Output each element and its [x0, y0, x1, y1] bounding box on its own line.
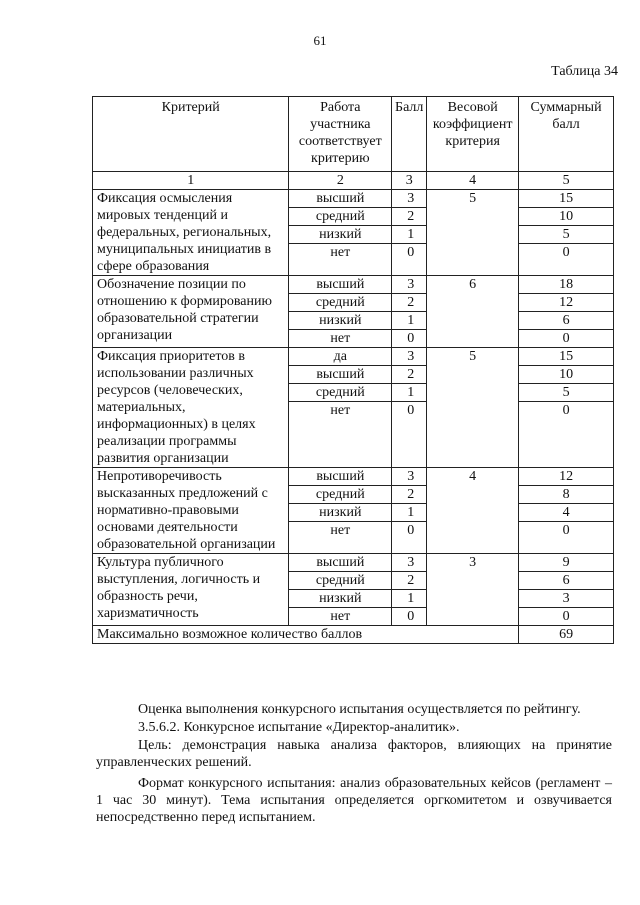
- score-value: 1: [392, 504, 426, 522]
- score-value: 2: [392, 294, 426, 312]
- header-criterion: Критерий: [93, 97, 289, 172]
- level-value: средний: [289, 208, 391, 226]
- column-number: 3: [392, 172, 427, 190]
- column-number: 2: [289, 172, 392, 190]
- level-value: нет: [330, 331, 351, 346]
- level-value: низкий: [289, 226, 391, 244]
- total-value: 0: [562, 609, 570, 624]
- level-value: нет: [330, 523, 351, 538]
- score-value: 1: [392, 226, 426, 244]
- total-value: 8: [519, 486, 613, 504]
- level-cell: [289, 190, 392, 276]
- level-cell: [289, 554, 392, 626]
- criterion-name: Фиксация приоритетов в использовании различных ресурсов (человеческих, материальных, информационных) в целях реализации программы развития организации: [93, 348, 289, 468]
- level-value: высший: [289, 366, 391, 384]
- total-value: 4: [519, 504, 613, 522]
- section-heading: 3.5.6.2. Конкурсное испытание «Директор-аналитик».: [138, 720, 460, 735]
- total-value: 10: [519, 208, 613, 226]
- score-value: 0: [407, 523, 415, 538]
- level-value: нет: [330, 245, 351, 260]
- max-score-row: [93, 626, 614, 644]
- total-value: 18: [519, 276, 613, 294]
- score-value: 2: [392, 366, 426, 384]
- level-value: нет: [330, 403, 351, 418]
- table-row: [93, 468, 614, 554]
- total-cell: [519, 276, 614, 348]
- criterion-name: Фиксация осмысления мировых тенденций и федеральных, региональных, муниципальных инициатив в сфере образования: [93, 190, 289, 276]
- score-value: 3: [392, 554, 426, 572]
- score-value: 1: [392, 312, 426, 330]
- score-value: 0: [407, 609, 415, 624]
- table-row: [93, 554, 614, 626]
- score-value: 1: [392, 590, 426, 608]
- paragraph-format: Формат конкурсного испытания: анализ образовательных кейсов (регламент – 1 час 30 минут). Тема испытания определяется оргкомитетом и озвучивается непосредственно перед испытанием.: [96, 776, 612, 825]
- level-cell: [289, 468, 392, 554]
- score-value: 3: [392, 348, 426, 366]
- level-value: низкий: [289, 590, 391, 608]
- table-row: [93, 348, 614, 468]
- score-cell: [392, 348, 427, 468]
- column-number: 1: [93, 172, 289, 190]
- score-cell: [392, 554, 427, 626]
- column-number: 4: [427, 172, 519, 190]
- criterion-name: Культура публичного выступления, логичность и образность речи, харизматичность: [93, 554, 289, 626]
- level-value: средний: [289, 572, 391, 590]
- total-value: 0: [562, 403, 570, 418]
- level-cell: [289, 348, 392, 468]
- column-number-row: [93, 172, 614, 190]
- score-value: 2: [392, 208, 426, 226]
- score-value: 2: [392, 572, 426, 590]
- score-cell: [392, 276, 427, 348]
- level-value: средний: [289, 384, 391, 402]
- header-weight: Весовой коэффициент критерия: [427, 97, 519, 172]
- level-value: низкий: [289, 312, 391, 330]
- total-value: 0: [562, 331, 570, 346]
- total-value: 6: [519, 572, 613, 590]
- total-cell: [519, 468, 614, 554]
- level-value: средний: [289, 294, 391, 312]
- weight-value: 5: [427, 348, 519, 468]
- total-value: 6: [519, 312, 613, 330]
- level-value: высший: [289, 276, 391, 294]
- total-value: 9: [519, 554, 613, 572]
- total-value: 15: [519, 348, 613, 366]
- total-cell: [519, 554, 614, 626]
- score-value: 0: [407, 245, 415, 260]
- header-work: Работа участника соответствует критерию: [289, 97, 392, 172]
- score-cell: [392, 468, 427, 554]
- criterion-name: Непротиворечивость высказанных предложений с нормативно-правовыми основами деятельности образовательной организации: [93, 468, 289, 554]
- criteria-table: [92, 96, 614, 644]
- table-caption: Таблица 34: [551, 64, 618, 79]
- weight-value: 5: [427, 190, 519, 276]
- level-value: нет: [330, 609, 351, 624]
- score-value: 3: [392, 190, 426, 208]
- level-cell: [289, 276, 392, 348]
- score-value: 0: [407, 331, 415, 346]
- score-value: 3: [392, 468, 426, 486]
- score-value: 0: [407, 403, 415, 418]
- column-number: 5: [519, 172, 614, 190]
- total-value: 0: [562, 245, 570, 260]
- header-score: Балл: [392, 97, 427, 172]
- total-value: 15: [519, 190, 613, 208]
- score-cell: [392, 190, 427, 276]
- level-value: высший: [289, 468, 391, 486]
- paragraph-goal: Цель: демонстрация навыка анализа факторов, влияющих на принятие управленческих решений.: [96, 738, 612, 770]
- score-value: 3: [392, 276, 426, 294]
- level-value: да: [289, 348, 391, 366]
- total-cell: [519, 348, 614, 468]
- total-value: 10: [519, 366, 613, 384]
- table-row: [93, 190, 614, 276]
- level-value: низкий: [289, 504, 391, 522]
- weight-value: 6: [427, 276, 519, 348]
- score-value: 1: [392, 384, 426, 402]
- criterion-name: Обозначение позиции по отношению к формированию образовательной стратегии организации: [93, 276, 289, 348]
- max-score-value: 69: [519, 626, 614, 644]
- level-value: средний: [289, 486, 391, 504]
- total-value: 0: [562, 523, 570, 538]
- table-row: [93, 276, 614, 348]
- total-value: 12: [519, 294, 613, 312]
- total-value: 3: [519, 590, 613, 608]
- total-value: 12: [519, 468, 613, 486]
- total-value: 5: [519, 384, 613, 402]
- level-value: высший: [289, 190, 391, 208]
- total-value: 5: [519, 226, 613, 244]
- weight-value: 4: [427, 468, 519, 554]
- header-row: [93, 97, 614, 172]
- total-cell: [519, 190, 614, 276]
- header-total: Суммарный балл: [519, 97, 614, 172]
- max-score-label: Максимально возможное количество баллов: [93, 626, 519, 644]
- page-number: 61: [313, 33, 327, 48]
- score-value: 2: [392, 486, 426, 504]
- paragraph-rating: Оценка выполнения конкурсного испытания осуществляется по рейтингу.: [138, 702, 581, 717]
- level-value: высший: [289, 554, 391, 572]
- weight-value: 3: [427, 554, 519, 626]
